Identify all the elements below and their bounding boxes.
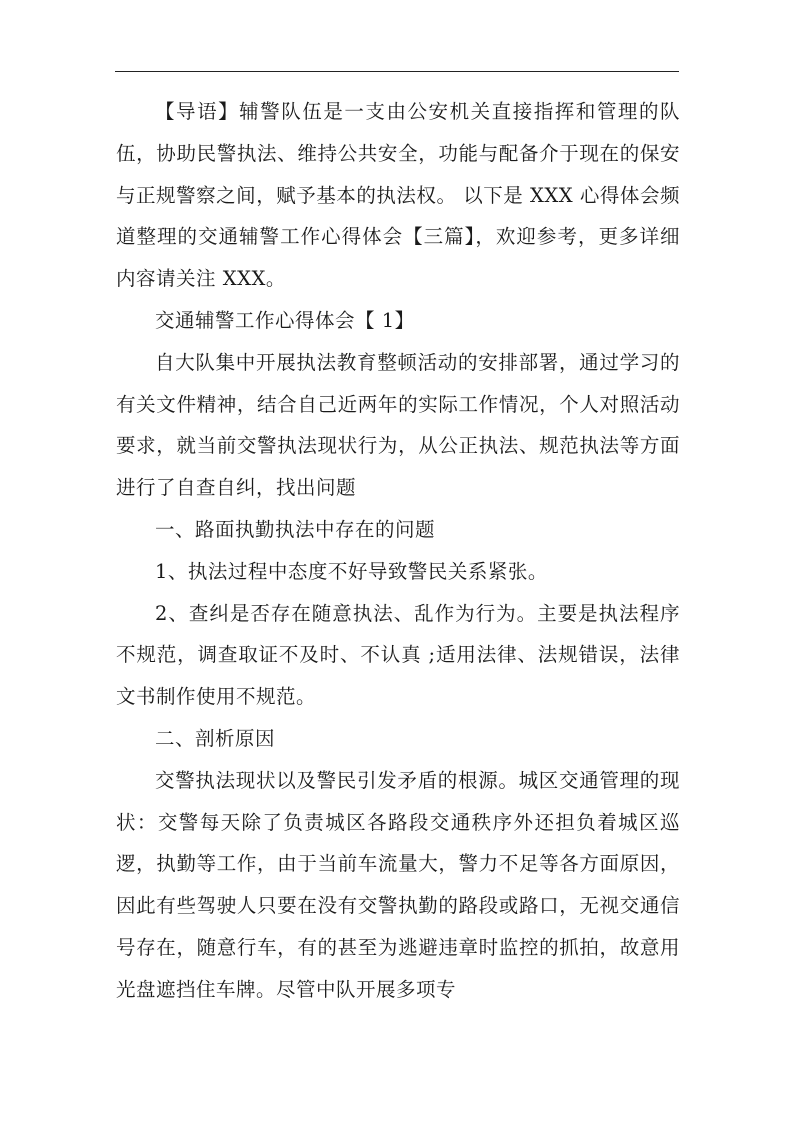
heading-causes: 二、剖析原因 bbox=[155, 726, 276, 750]
list-item-1: 1、执法过程中态度不好导致警民关系紧张。 bbox=[155, 559, 548, 583]
heading-problems: 一、路面执勤执法中存在的问题 bbox=[155, 517, 436, 541]
list-item-2: 2、查纠是否存在随意执法、乱作为行为。主要是执法程序不规范，调查取证不及时、不认真 ;适用法律、法规错误，法律文书制作使用不规范。 bbox=[116, 601, 680, 709]
body-paragraph-causes: 交警执法现状以及警民引发矛盾的根源。城区交通管理的现状：交警每天除了负责城区各路段交通秩序外还担负着城区巡逻，执勤等工作，由于当前车流量大，警力不足等各方面原因，因此有些驾驶人只要在没有交警执勤的路段或路口，无视交通信号存在，随意行车，有的甚至为逃避违章时监控的抓拍，故意用光盘遮挡住车牌。尽管中队开展多项专 bbox=[116, 768, 680, 1001]
body-paragraph: 自大队集中开展执法教育整顿活动的安排部署，通过学习的有关文件精神，结合自己近两年的实际工作情况，个人对照活动要求，就当前交警执法现状行为，从公正执法、规范执法等方面进行了自查自纠，找出问题 bbox=[116, 350, 680, 500]
document-body bbox=[116, 91, 680, 1011]
section-title: 交通辅警工作心得体会【 1】 bbox=[155, 308, 415, 332]
intro-paragraph: 【导语】辅警队伍是一支由公安机关直接指挥和管理的队伍，协助民警执法、维持公共安全，功能与配备介于现在的保安与正规警察之间，赋予基本的执法权。 以下是 XXX 心得体会频道整理的交通辅警工作心得体会【三篇】，欢迎参考，更多详细内容请关注 XXX。 bbox=[116, 100, 680, 291]
header-rule bbox=[115, 71, 679, 72]
